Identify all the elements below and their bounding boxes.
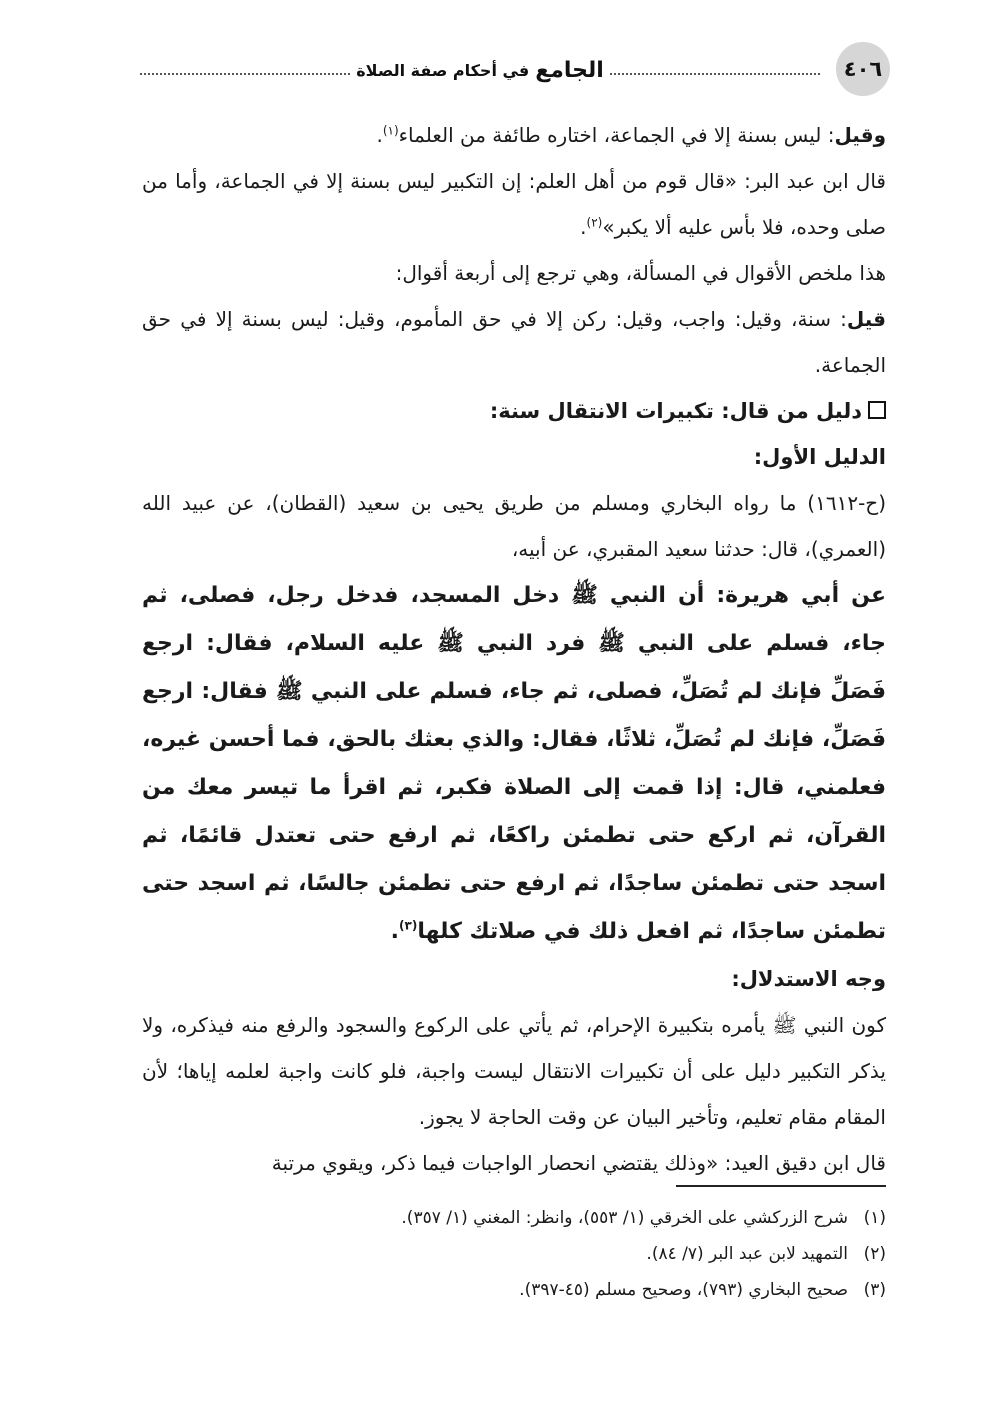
running-title (140, 50, 820, 90)
footnote-number: (٣) (863, 1280, 886, 1300)
section-heading-first-evidence: الدليل الأول: (753, 445, 886, 469)
footnote-text: صحيح البخاري (٧٩٣)، وصحيح مسلم (٤٥-٣٩٧). (519, 1280, 848, 1300)
paragraph-1: وقيل: ليس بسنة إلا في الجماعة، اختاره طائفة من العلماء$^{(١)}$. (376, 123, 886, 147)
paragraph-5 (142, 480, 886, 572)
paragraph-end: . (580, 215, 587, 239)
hadith-end: . (390, 919, 400, 944)
footnote-1 (142, 1200, 886, 1236)
hadith-text (142, 572, 886, 956)
paragraph-text: قال ابن دقيق العيد: «وذلك يقتضي انحصار الواجبات فيما ذكر، ويقوي مرتبة (271, 1151, 886, 1175)
footnote-separator (676, 1185, 886, 1187)
page-number-badge: ٤٠٦ (836, 42, 890, 96)
footnote-3 (142, 1272, 886, 1308)
paragraph-6 (142, 1002, 886, 1140)
section-heading-evidence (142, 388, 886, 434)
heading-text: دليل من قال: تكبيرات الانتقال سنة: (489, 399, 862, 423)
main-text (142, 112, 886, 1186)
paragraph-4 (142, 296, 886, 388)
paragraph-text: كون النبي ﷺ يأمره بتكبيرة الإحرام، ثم يأتي على الركوع والسجود والرفع منه فيذكره، ولا يذكر التكبير دليل على أن تكبيرات الانتقال ليست واجبة، فلو كانت واجبة لعلمه إياها؛ لأن المقام مقام تعليم، وتأخير البيان عن وقت الحاجة لا يجوز. (142, 1013, 886, 1129)
section-heading-inference: وجه الاستدلال: (731, 967, 886, 991)
footnote-ref: (١) (382, 123, 399, 138)
footnote-ref: (٢) (586, 215, 603, 230)
leader-dots-left (140, 73, 350, 75)
footnote-number: (١) (863, 1208, 886, 1228)
footnote-2 (142, 1236, 886, 1272)
paragraph-text: : سنة، وقيل: واجب، وقيل: ركن إلا في حق المأموم، وقيل: ليس بسنة إلا في حق الجماعة. (142, 307, 886, 377)
footnote-ref: (٣) (399, 918, 418, 933)
paragraph-text: (ح-١٦١٢) ما رواه البخاري ومسلم من طريق يحيى بن سعيد (القطان)، عن عبيد الله (العمري)، قال: حدثنا سعيد المقبري، عن أبيه، (142, 491, 886, 561)
checkbox-square-icon (868, 401, 886, 419)
footnotes (142, 1200, 886, 1308)
footnote-number: (٢) (863, 1244, 886, 1264)
paragraph-text: هذا ملخص الأقوال في المسألة، وهي ترجع إلى أربعة أقوال: (395, 261, 886, 285)
paragraph-text: : ليس بسنة إلا في الجماعة، اختاره طائفة من العلماء (398, 123, 835, 147)
paragraph-lead: قيل (846, 307, 886, 331)
leader-dots-right (610, 73, 820, 75)
paragraph-lead: وقيل (834, 123, 886, 147)
page-header (140, 42, 890, 102)
paragraph-7 (142, 1140, 886, 1186)
footnote-text: التمهيد لابن عبد البر (٧/ ٨٤). (646, 1244, 848, 1264)
paragraph-2 (142, 158, 886, 250)
paragraph-text: قال ابن عبد البر: «قال قوم من أهل العلم: إن التكبير ليس بسنة إلا في الجماعة، وأما من صلى وحده، فلا بأس عليه ألا يكبر» (142, 169, 886, 239)
book-title-main: الجامع (535, 57, 604, 83)
paragraph-3 (142, 250, 886, 296)
hadith-body: عن أبي هريرة: أن النبي ﷺ دخل المسجد، فدخل رجل، فصلى، ثم جاء، فسلم على النبي ﷺ فرد النبي ﷺ عليه السلام، فقال: ارجع فَصَلِّ فإنك لم تُصَلِّ، فصلى، ثم جاء، فسلم على النبي ﷺ فقال: ارجع فَصَلِّ، فإنك لم تُصَلِّ، ثلاثًا، فقال: والذي بعثك بالحق، فما أحسن غيره، فعلمني، قال: إذا قمت إلى الصلاة فكبر، ثم اقرأ ما تيسر معك من القرآن، ثم اركع حتى تطمئن راكعًا، ثم ارفع حتى تعتدل قائمًا، ثم اسجد حتى تطمئن ساجدًا، ثم ارفع حتى تطمئن جالسًا، ثم اسجد حتى تطمئن ساجدًا، ثم افعل ذلك في صلاتك كلها (142, 583, 886, 944)
footnote-text: شرح الزركشي على الخرقي (١/ ٥٥٣)، وانظر: المغني (١/ ٣٥٧). (401, 1208, 848, 1228)
book-title-sub: في أحكام صفة الصلاة (356, 60, 530, 80)
